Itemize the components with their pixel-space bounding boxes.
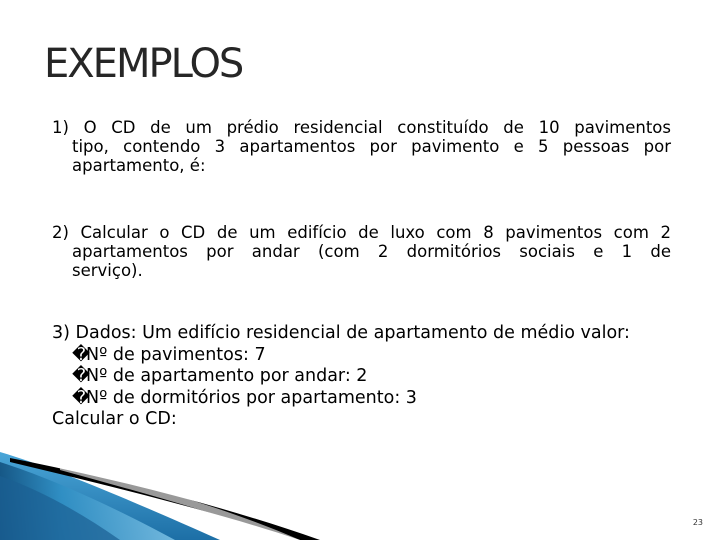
bullet-text: Nº de apartamento por andar: 2 — [86, 366, 368, 386]
bullet-glyph-icon: � — [72, 344, 90, 365]
example-2-line-1: 2) Calcular o CD de um edifício de luxo com 8 pavimentos com 2 — [52, 223, 671, 242]
example-3-bullet-3 — [52, 388, 692, 410]
example-3-bullet-2 — [52, 366, 692, 388]
example-3-closing: Calcular o CD: — [52, 409, 177, 429]
example-3-bullet-1 — [52, 345, 692, 367]
example-1 — [52, 118, 671, 175]
bullet-glyph-icon: � — [72, 366, 90, 386]
bullet-text: Nº de pavimentos: 7 — [86, 344, 266, 365]
bullet-text: Nº de dormitórios por apartamento: 3 — [86, 387, 417, 408]
bullet-glyph-icon: � — [72, 387, 90, 408]
example-2-line-2: apartamentos por andar (com 2 dormitórios sociais e 1 de — [72, 242, 671, 261]
example-2 — [52, 223, 671, 280]
example-1-line-1: 1) O CD de um prédio residencial constituído de 10 pavimentos — [52, 118, 671, 137]
example-1-line-2: tipo, contendo 3 apartamentos por pavimento e 5 pessoas por — [72, 137, 671, 156]
example-3 — [52, 323, 692, 431]
example-3-intro: 3) Dados: Um edifício residencial de apartamento de médio valor: — [52, 323, 630, 343]
example-1-line-3: apartamento, é: — [72, 156, 206, 175]
page-title: EXEMPLOS — [44, 41, 243, 87]
example-2-line-3: serviço). — [72, 261, 143, 280]
page-number: 23 — [692, 518, 703, 527]
